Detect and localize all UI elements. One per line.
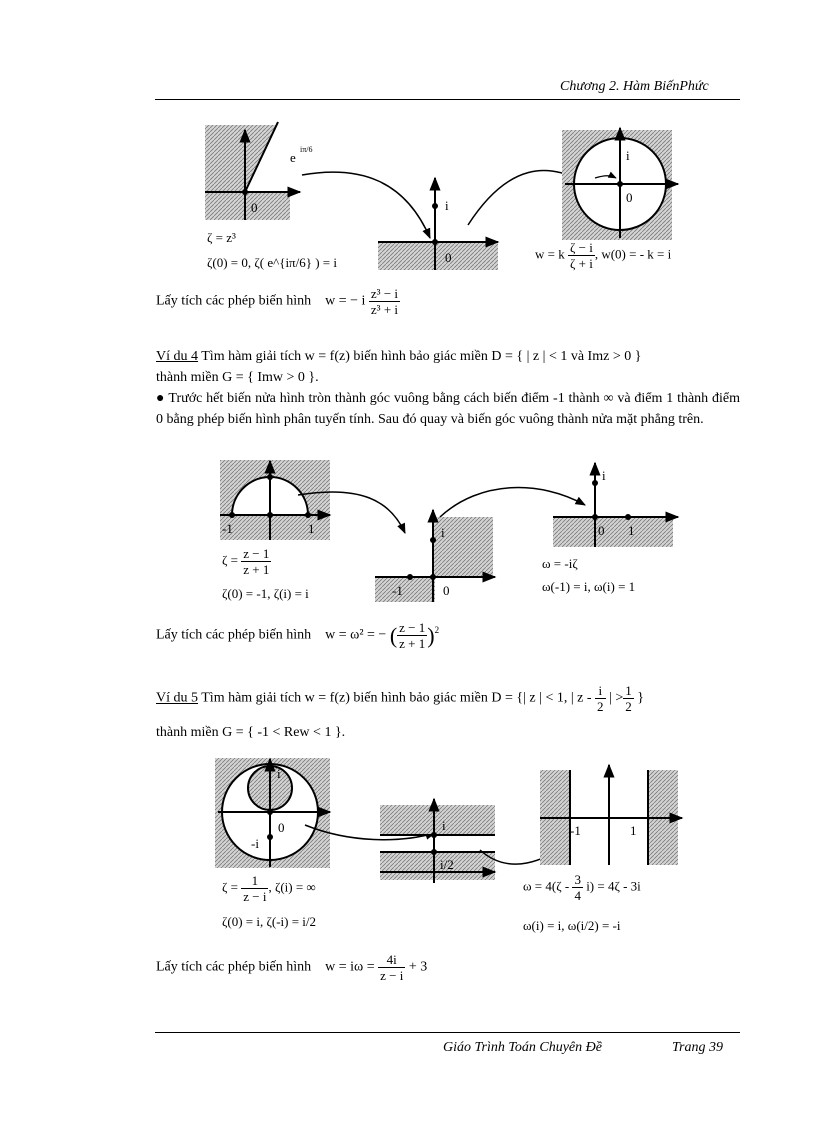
label-i-b: i xyxy=(441,525,445,540)
label-m1-b: -1 xyxy=(392,583,403,598)
ex4-zeta-formula: ζ = $\frac{z - 1}{z + 1}$ xyxy=(222,546,270,577)
label-m1-a: -1 xyxy=(222,521,233,536)
ex4-omega-vals: ω(-1) = i, ω(i) = 1 xyxy=(542,579,636,594)
label-p1-a: 1 xyxy=(308,521,315,536)
ex5-zeta-formula: ζ = $\frac{1}{z - i}$ , ζ(i) = ∞ xyxy=(222,873,316,904)
ex4-compose: Lấy tích các phép biến hình w = ω² = − ( $\frac{z - 1}{z + 1}$ )$^2$ xyxy=(156,620,440,651)
label-ihalf-b: i/2 xyxy=(440,857,454,872)
ex3-w-formula: w = k $\frac{\zeta - i}{\zeta + i}$ , w(0) = - k = i xyxy=(535,240,672,271)
label-i-c: i xyxy=(626,148,630,163)
label-zero-c: 0 xyxy=(626,190,633,205)
example5-figure xyxy=(150,755,730,885)
ex5-statement: Ví du 5 Tìm hàm giải tích w = f(z) biến hình bảo giác miền D = {| z | < 1, | z - $\frac{i}{2}$ | > $\frac{1}{2}$ } xyxy=(156,683,644,714)
label-zero-a: 0 xyxy=(278,820,285,835)
ex5-omega-formula: ω = 4(ζ - $\frac{3}{4}$ i) = 4ζ - 3i xyxy=(523,872,641,903)
label-p1-c: 1 xyxy=(630,823,637,838)
chapter-header: Chương 2. Hàm BiếnPhức xyxy=(560,79,709,94)
ex4-zeta-vals: ζ(0) = -1, ζ(i) = i xyxy=(222,586,309,601)
footer-rule xyxy=(155,1032,740,1033)
ex5-statement2: thành miền G = { -1 < Rew < 1 }. xyxy=(156,725,346,740)
label-i-a: i xyxy=(277,766,281,781)
label-zero-b: 0 xyxy=(445,250,452,265)
panel-b-lower xyxy=(380,852,495,880)
example4-figure xyxy=(150,455,730,605)
label-m1-c: -1 xyxy=(570,823,581,838)
ex5-compose: Lấy tích các phép biến hình w = iω = $\frac{4i}{z - i}$ + 3 xyxy=(156,952,428,983)
footer-book-title: Giáo Trình Toán Chuyên Đề xyxy=(443,1040,602,1055)
panel-b-upper xyxy=(380,805,495,835)
ex5-zeta-vals: ζ(0) = i, ζ(-i) = i/2 xyxy=(222,914,317,929)
label-i-b: i xyxy=(442,818,446,833)
label-one-c: 1 xyxy=(628,523,635,538)
label-zero-c: 0 xyxy=(598,523,605,538)
footer-page-number: Trang 39 xyxy=(672,1040,723,1055)
ex4-omega-def: ω = -iζ xyxy=(542,556,578,571)
label-e: e xyxy=(290,150,296,165)
label-zero-b: 0 xyxy=(443,583,450,598)
panel-c-domain xyxy=(553,517,673,547)
label-mi-a: -i xyxy=(251,836,259,851)
header-rule xyxy=(155,99,740,100)
ex3-compose: Lấy tích các phép biến hình w = − i $\frac{\text{z³ − i}}{\text{z³ + i}}$ xyxy=(156,286,399,317)
label-i-c: i xyxy=(602,468,606,483)
ex4-statement: Ví du 4 Tìm hàm giải tích w = f(z) biến hình bảo giác miền D = { | z | < 1 và Imz > 0 } thành miền G = { Imw > 0 }. ● Trước hết biến nửa hình tròn thành góc vuông bằng cách biến điểm -1 thành ∞ và điểm 1 thành điểm 0 bằng phép biến hình phân tuyến tính. Sau đó quay và biến góc vuông thành nửa mặt phẳng trên. xyxy=(156,349,741,427)
label-e-sup: iπ/6 xyxy=(300,145,313,154)
label-i-b: i xyxy=(445,198,449,213)
ex3-zeta-vals: ζ(0) = 0, ζ( e^{iπ/6} ) = i xyxy=(207,255,337,270)
panel-b-domain xyxy=(378,242,498,270)
ex5-omega-vals: ω(i) = i, ω(i/2) = -i xyxy=(523,918,621,933)
label-zero-a: 0 xyxy=(251,200,258,215)
ex3-zeta-def: ζ = z³ xyxy=(207,230,236,245)
